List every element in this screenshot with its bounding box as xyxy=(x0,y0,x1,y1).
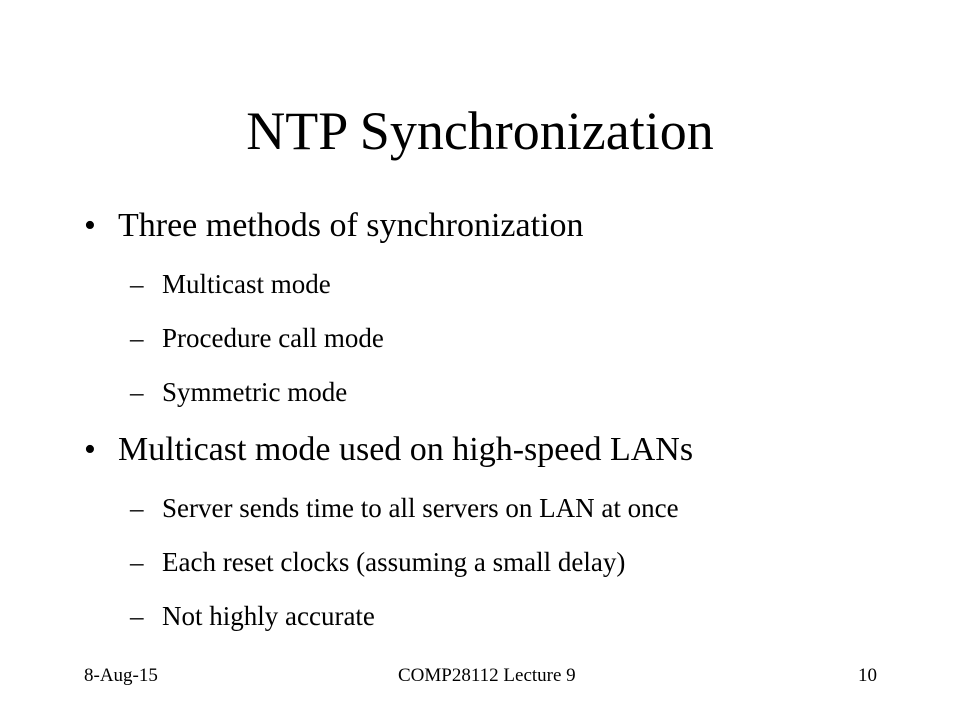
dash-icon: – xyxy=(130,601,144,631)
sub-bullet-text: Multicast mode xyxy=(162,269,331,299)
sub-bullet-item xyxy=(130,320,384,356)
sub-bullet-item xyxy=(130,266,331,302)
dash-icon: – xyxy=(130,323,144,353)
footer-page-number: 10 xyxy=(858,665,877,686)
sub-bullet-text: Server sends time to all servers on LAN at once xyxy=(162,493,679,523)
footer-date: 8-Aug-15 xyxy=(84,665,158,686)
dash-icon: – xyxy=(130,493,144,523)
sub-bullet-item xyxy=(130,544,625,580)
sub-bullet-text: Procedure call mode xyxy=(162,323,384,353)
dash-icon: – xyxy=(130,269,144,299)
sub-bullet-item xyxy=(130,374,347,410)
sub-bullet-item xyxy=(130,490,679,526)
slide-title: NTP Synchronization xyxy=(246,101,714,161)
sub-bullet-text: Symmetric mode xyxy=(162,377,348,407)
bullet-text: Multicast mode used on high-speed LANs xyxy=(118,431,694,468)
bullet-item xyxy=(84,204,583,248)
bullet-item xyxy=(84,428,693,472)
bullet-icon: • xyxy=(84,207,96,244)
sub-bullet-text: Not highly accurate xyxy=(162,601,375,631)
footer-course: COMP28112 Lecture 9 xyxy=(398,665,576,686)
sub-bullet-item xyxy=(130,598,375,634)
bullet-text: Three methods of synchronization xyxy=(118,207,584,244)
bullet-icon: • xyxy=(84,431,96,468)
sub-bullet-text: Each reset clocks (assuming a small delay) xyxy=(162,547,626,577)
dash-icon: – xyxy=(130,547,144,577)
dash-icon: – xyxy=(130,377,144,407)
